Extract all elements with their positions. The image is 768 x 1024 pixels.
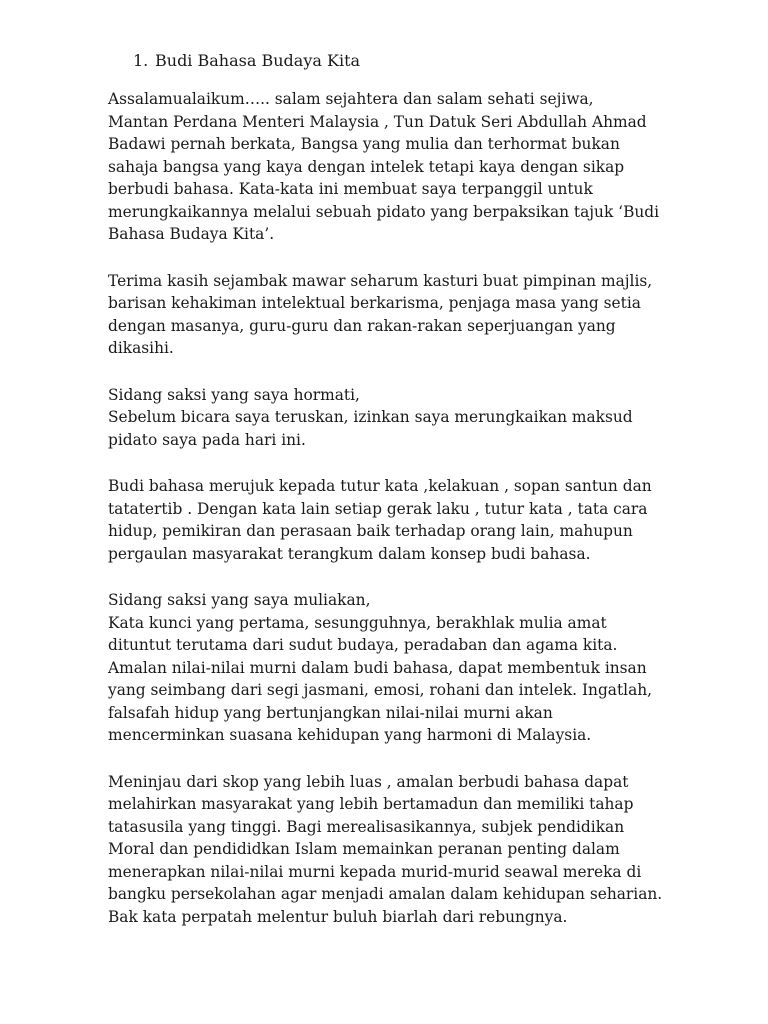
paragraph-line: Assalamualaikum….. salam sejahtera dan salam sehati sejiwa,: [108, 90, 594, 108]
paragraph-greeting: [108, 88, 668, 246]
paragraph-line: Sidang saksi yang saya muliakan,: [108, 591, 371, 609]
paragraph-line: berbudi bahasa. Kata-kata ini membuat saya terpanggil untuk: [108, 180, 593, 198]
paragraph-line: merungkaikannya melalui sebuah pidato yang berpaksikan tajuk ‘Budi: [108, 202, 660, 221]
paragraph-intro: [108, 384, 668, 452]
paragraph-line: pidato saya pada hari ini.: [108, 430, 306, 449]
paragraph-line: Badawi pernah berkata, Bangsa yang mulia dan terhormat bukan: [108, 135, 620, 153]
heading-title: Budi Bahasa Budaya Kita: [155, 51, 361, 70]
paragraph-line: yang seimbang dari segi jasmani, emosi, rohani dan intelek. Ingatlah,: [108, 681, 653, 699]
paragraph-line: falsafah hidup yang bertunjangkan nilai-nilai murni akan: [108, 703, 553, 722]
paragraph-line: sahaja bangsa yang kaya dengan intelek tetapi kaya dengan sikap: [108, 157, 625, 176]
paragraph-first-point: [108, 589, 668, 747]
paragraph-line: Meninjau dari skop yang lebih luas , amalan berbudi bahasa dapat: [108, 772, 629, 791]
paragraph-line: menerapkan nilai-nilai murni kepada murid-murid seawal mereka di: [108, 862, 642, 881]
section-heading: [133, 49, 360, 73]
document-body: [108, 88, 668, 952]
paragraph-line: Amalan nilai-nilai murni dalam budi bahasa, dapat membentuk insan: [108, 658, 647, 677]
paragraph-line: mencerminkan suasana kehidupan yang harmoni di Malaysia.: [108, 726, 592, 744]
paragraph-line: Sebelum bicara saya teruskan, izinkan saya merungkaikan maksud: [108, 408, 633, 426]
paragraph-line: Moral dan pendididkan Islam memainkan peranan penting dalam: [108, 840, 620, 858]
paragraph-line: Kata kunci yang pertama, sesungguhnya, berakhlak mulia amat: [108, 613, 607, 632]
paragraph-line: dituntut terutama dari sudut budaya, peradaban dan agama kita.: [108, 636, 618, 654]
heading-number: 1.: [133, 51, 149, 70]
paragraph-line: Sidang saksi yang saya hormati,: [108, 385, 360, 404]
paragraph-definition: [108, 475, 668, 565]
paragraph-line: melahirkan masyarakat yang lebih bertamadun dan memiliki tahap: [108, 795, 634, 813]
paragraph-line: Mantan Perdana Menteri Malaysia , Tun Datuk Seri Abdullah Ahmad: [108, 112, 647, 131]
paragraph-line: tatasusila yang tinggi. Bagi merealisasikannya, subjek pendidikan: [108, 817, 625, 836]
paragraph-line: tatatertib . Dengan kata lain setiap gerak laku , tutur kata , tata cara: [108, 499, 648, 518]
paragraph-thanks: [108, 270, 668, 360]
paragraph-line: Bahasa Budaya Kita’.: [108, 225, 275, 243]
paragraph-line: dengan masanya, guru-guru dan rakan-rakan seperjuangan yang: [108, 316, 616, 335]
paragraph-second-point: [108, 771, 668, 929]
paragraph-line: Budi bahasa merujuk kepada tutur kata ,kelakuan , sopan santun dan: [108, 477, 652, 495]
paragraph-line: bangku persekolahan agar menjadi amalan dalam kehidupan seharian.: [108, 885, 663, 903]
paragraph-line: dikasihi.: [108, 339, 174, 357]
paragraph-line: barisan kehakiman intelektual berkarisma, penjaga masa yang setia: [108, 294, 641, 312]
paragraph-line: Terima kasih sejambak mawar seharum kasturi buat pimpinan majlis,: [108, 271, 653, 290]
paragraph-line: Bak kata perpatah melentur buluh biarlah dari rebungnya.: [108, 907, 568, 926]
paragraph-line: hidup, pemikiran dan perasaan baik terhadap orang lain, mahupun: [108, 522, 633, 540]
paragraph-line: pergaulan masyarakat terangkum dalam konsep budi bahasa.: [108, 544, 591, 563]
